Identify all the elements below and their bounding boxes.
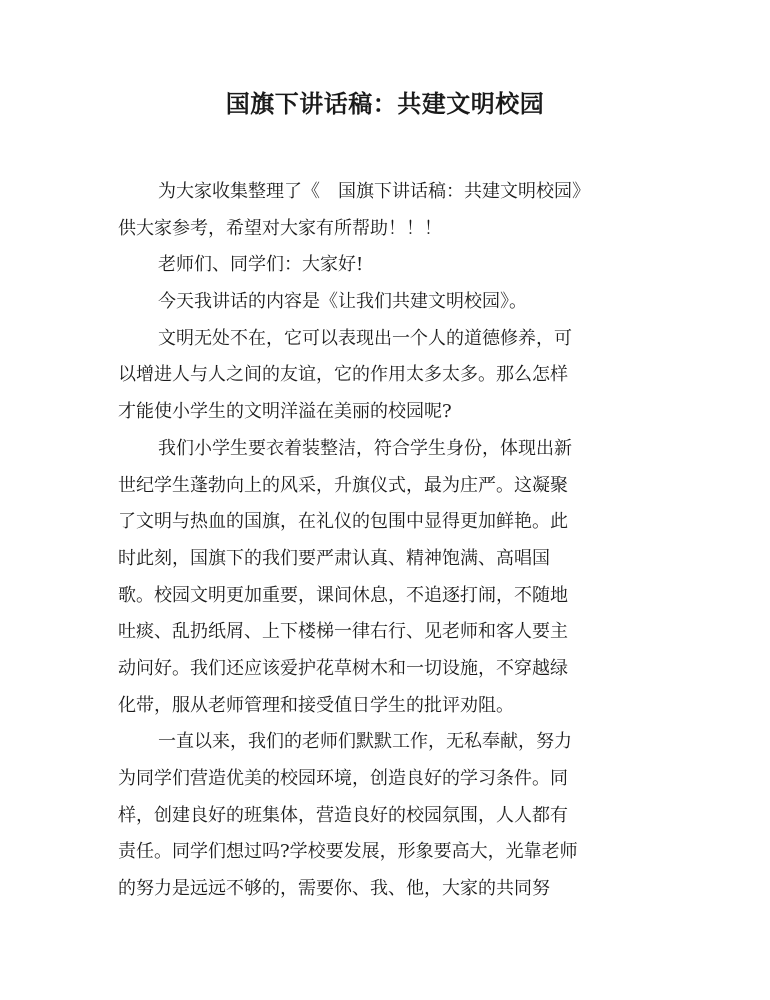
paragraph-line: 样，创建良好的班集体，营造良好的校园氛围，人人都有 <box>118 804 568 826</box>
paragraph-line: 才能使小学生的文明洋溢在美丽的校园呢? <box>118 401 452 423</box>
paragraph-line: 供大家参考，希望对大家有所帮助！！！ <box>118 217 442 239</box>
paragraph-line: 为同学们营造优美的校园环境，创造良好的学习条件。同 <box>118 768 568 789</box>
paragraph-line: 文明无处不在，它可以表现出一个人的道德修养，可 <box>158 327 572 349</box>
paragraph-line: 今天我讲话的内容是《让我们共建文明校园》。 <box>158 291 527 313</box>
document-title: 国旗下讲话稿：共建文明校园 <box>225 90 545 118</box>
paragraph-line: 为大家收集整理了《 国旗下讲话稿：共建文明校园》 <box>158 181 590 202</box>
paragraph-line: 一直以来，我们的老师们默默工作，无私奉献，努力 <box>158 731 572 753</box>
paragraph-line: 世纪学生蓬勃向上的风采，升旗仪式，最为庄严。这凝聚 <box>118 474 568 496</box>
document-body <box>118 174 642 908</box>
paragraph-line: 歌。校园文明更加重要，课间休息，不追逐打闹，不随地 <box>118 584 568 606</box>
paragraph-line: 时此刻，国旗下的我们要严肃认真、精神饱满、高唱国 <box>118 547 550 569</box>
paragraph-line: 了文明与热血的国旗，在礼仪的包围中显得更加鲜艳。此 <box>118 511 568 533</box>
paragraph-line: 责任。同学们想过吗?学校要发展，形象要高大，光靠老师 <box>118 841 578 863</box>
paragraph-line: 以增进人与人之间的友谊，它的作用太多太多。那么怎样 <box>118 364 568 386</box>
paragraph-line: 化带，服从老师管理和接受值日学生的批评劝阻。 <box>118 694 514 716</box>
paragraph-line: 吐痰、乱扔纸屑、上下楼梯一律右行、见老师和客人要主 <box>118 621 568 643</box>
paragraph-line: 动问好。我们还应该爱护花草树木和一切设施，不穿越绿 <box>118 657 568 679</box>
paragraph-line: 我们小学生要衣着装整洁，符合学生身份，体现出新 <box>158 437 572 459</box>
paragraph-line: 老师们、同学们：大家好! <box>158 254 364 276</box>
paragraph-line: 的努力是远远不够的，需要你、我、他，大家的共同努 <box>118 878 550 900</box>
